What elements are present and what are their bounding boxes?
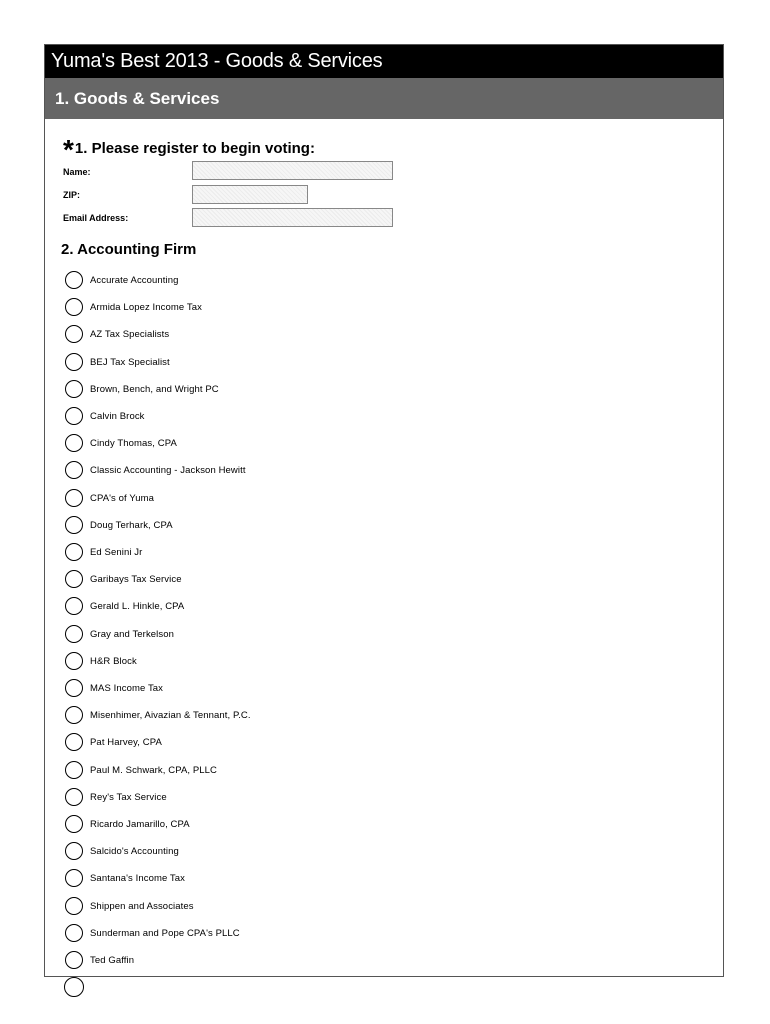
- question-2-title: 2. Accounting Firm: [61, 241, 197, 258]
- radio-option[interactable]: [65, 324, 169, 344]
- radio-option-label: Sunderman and Pope CPA's PLLC: [90, 927, 240, 939]
- radio-button[interactable]: [65, 788, 83, 806]
- radio-button[interactable]: [65, 652, 83, 670]
- radio-option[interactable]: [65, 596, 184, 616]
- radio-option[interactable]: [65, 297, 202, 317]
- radio-option[interactable]: [65, 270, 179, 290]
- radio-option[interactable]: [65, 379, 219, 399]
- radio-button[interactable]: [65, 489, 83, 507]
- radio-option-label: Paul M. Schwark, CPA, PLLC: [90, 764, 218, 776]
- radio-option-label: Brown, Bench, and Wright PC: [90, 383, 219, 395]
- name-label: Name:: [63, 167, 91, 177]
- radio-option[interactable]: [65, 868, 185, 888]
- radio-button[interactable]: [65, 842, 83, 860]
- radio-button[interactable]: [65, 543, 83, 561]
- radio-option[interactable]: [65, 787, 167, 807]
- radio-button[interactable]: [65, 761, 83, 779]
- radio-option-label: Pat Harvey, CPA: [90, 736, 162, 748]
- radio-option-label: Salcido's Accounting: [90, 845, 179, 857]
- radio-option-label: Classic Accounting - Jackson Hewitt: [90, 464, 246, 476]
- radio-option-label: MAS Income Tax: [90, 682, 164, 694]
- radio-option-label: Santana's Income Tax: [90, 872, 186, 884]
- survey-title: Yuma's Best 2013 - Goods & Services: [45, 45, 723, 78]
- radio-option[interactable]: [65, 678, 163, 698]
- radio-button[interactable]: [65, 380, 83, 398]
- radio-button[interactable]: [65, 815, 83, 833]
- radio-button[interactable]: [65, 407, 83, 425]
- question-1-text: 1. Please register to begin voting:: [74, 140, 315, 157]
- question-1-title: [63, 136, 315, 164]
- radio-button[interactable]: [65, 461, 83, 479]
- radio-option[interactable]: [65, 542, 142, 562]
- radio-button[interactable]: [65, 924, 83, 942]
- radio-button[interactable]: [65, 869, 83, 887]
- radio-button[interactable]: [65, 434, 83, 452]
- radio-option[interactable]: [65, 515, 173, 535]
- radio-option-label: Ricardo Jamarillo, CPA: [90, 818, 190, 830]
- radio-button[interactable]: [65, 679, 83, 697]
- email-field[interactable]: [192, 208, 393, 227]
- zip-field[interactable]: [192, 185, 308, 204]
- radio-option-label: AZ Tax Specialists: [90, 328, 170, 340]
- radio-option-label: Ted Gaffin: [90, 954, 135, 966]
- radio-button[interactable]: [65, 625, 83, 643]
- radio-option-label: Shippen and Associates: [90, 900, 194, 912]
- radio-option-label: Accurate Accounting: [90, 274, 179, 286]
- radio-option-label: Ed Senini Jr: [90, 546, 143, 558]
- radio-option[interactable]: [65, 923, 240, 943]
- radio-option[interactable]: [65, 569, 182, 589]
- radio-option-label: CPA's of Yuma: [90, 492, 155, 504]
- radio-option[interactable]: [65, 896, 194, 916]
- radio-button[interactable]: [65, 951, 83, 969]
- page-header: 1. Goods & Services: [45, 78, 723, 119]
- radio-button[interactable]: [65, 271, 83, 289]
- radio-option-label: Rey's Tax Service: [90, 791, 167, 803]
- radio-option-label: Armida Lopez Income Tax: [90, 301, 202, 313]
- radio-option-label: Cindy Thomas, CPA: [90, 437, 177, 449]
- radio-option[interactable]: [65, 841, 179, 861]
- radio-option[interactable]: [65, 760, 217, 780]
- radio-option[interactable]: [65, 705, 251, 725]
- radio-option-label: H&R Block: [90, 655, 137, 667]
- radio-option[interactable]: [65, 352, 170, 372]
- radio-option-label: Calvin Brock: [90, 410, 145, 422]
- radio-option[interactable]: [65, 732, 162, 752]
- radio-button[interactable]: [65, 706, 83, 724]
- radio-button[interactable]: [65, 353, 83, 371]
- radio-button[interactable]: [65, 597, 83, 615]
- radio-button-partial[interactable]: [64, 977, 84, 997]
- radio-option-label: BEJ Tax Specialist: [90, 356, 170, 368]
- radio-option[interactable]: [65, 433, 177, 453]
- survey-page: [44, 44, 724, 977]
- zip-label: ZIP:: [63, 190, 80, 200]
- radio-option[interactable]: [65, 950, 134, 970]
- radio-button[interactable]: [65, 516, 83, 534]
- radio-button[interactable]: [65, 298, 83, 316]
- radio-option[interactable]: [65, 651, 137, 671]
- radio-option[interactable]: [65, 814, 190, 834]
- radio-option-label: Gray and Terkelson: [90, 628, 175, 640]
- radio-button[interactable]: [65, 570, 83, 588]
- radio-option-label: Gerald L. Hinkle, CPA: [90, 600, 185, 612]
- radio-option[interactable]: [65, 488, 154, 508]
- radio-option-label: Doug Terhark, CPA: [90, 519, 173, 531]
- radio-option[interactable]: [65, 624, 174, 644]
- email-label: Email Address:: [63, 213, 129, 223]
- radio-button[interactable]: [65, 897, 83, 915]
- radio-option-label: Misenhimer, Aivazian & Tennant, P.C.: [90, 709, 251, 721]
- radio-button[interactable]: [65, 733, 83, 751]
- radio-option[interactable]: [65, 460, 246, 480]
- radio-button[interactable]: [65, 325, 83, 343]
- required-asterisk: *: [63, 134, 74, 165]
- name-field[interactable]: [192, 161, 393, 180]
- radio-option-label: Garibays Tax Service: [90, 573, 182, 585]
- radio-option[interactable]: [65, 406, 145, 426]
